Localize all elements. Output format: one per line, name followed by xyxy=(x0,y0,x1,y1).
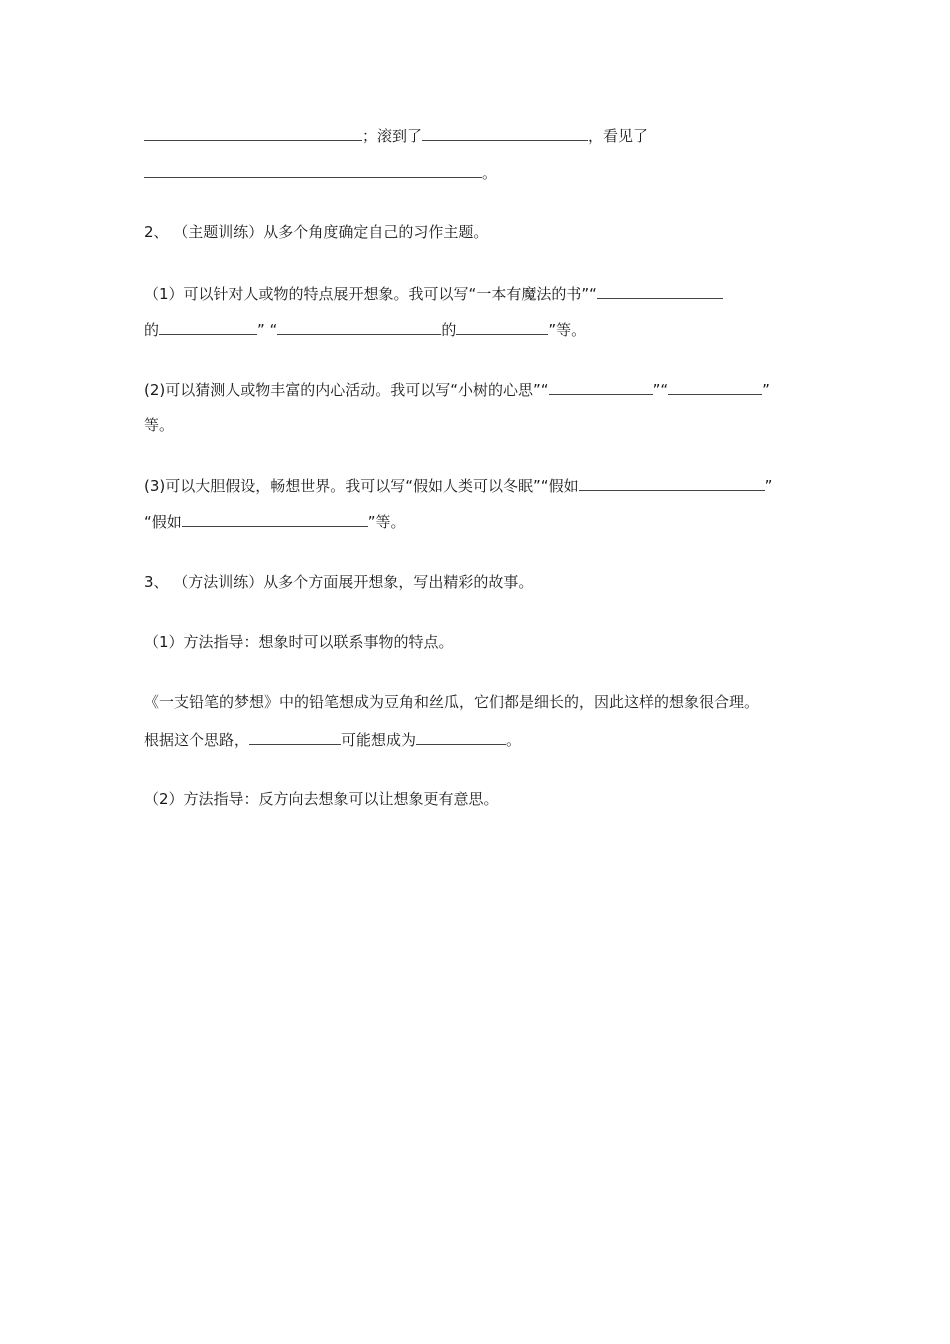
answer-blank[interactable] xyxy=(549,379,653,395)
q2-item-3-wrap-end: ”等。 xyxy=(367,513,406,531)
fragment-line-1 xyxy=(144,125,648,146)
question-3-title: 3、 （方法训练）从多个方面展开想象，写出精彩的故事。 xyxy=(144,573,534,591)
answer-blank[interactable] xyxy=(597,283,723,299)
q2-item-1-line-2 xyxy=(144,319,586,340)
q2-item-2-intro: (2)可以猜测人或物丰富的内心活动。我可以写“小树的心思”“ xyxy=(144,381,549,399)
q2-item-2-end: ” xyxy=(762,381,770,399)
q2-item-1-de: 的 xyxy=(144,321,160,339)
fragment-period: 。 xyxy=(482,164,498,182)
answer-blank[interactable] xyxy=(182,511,368,527)
q2-item-2-line-1 xyxy=(144,379,770,400)
answer-blank[interactable] xyxy=(456,319,548,335)
q3-follow-up xyxy=(144,729,521,750)
q2-item-3-end: ” xyxy=(764,477,773,495)
answer-blank[interactable] xyxy=(277,319,441,335)
answer-blank[interactable] xyxy=(159,319,257,335)
fragment-text-saw: ，看见了 xyxy=(588,127,649,145)
q2-item-1-intro: （1）可以针对人或物的特点展开想象。我可以写“一本有魔法的书”“ xyxy=(144,285,597,303)
fragment-text-rolled: ；滚到了 xyxy=(362,127,423,145)
answer-blank[interactable] xyxy=(416,729,506,745)
answer-blank[interactable] xyxy=(144,162,482,178)
q2-item-1-mid: ” “ xyxy=(257,321,278,339)
q3-follow-end: 。 xyxy=(506,731,522,749)
q3-follow-mid: 可能想成为 xyxy=(341,731,417,749)
q3-example: 《一支铅笔的梦想》中的铅笔想成为豆角和丝瓜，它们都是细长的，因此这样的想象很合理。 xyxy=(144,693,760,711)
q2-item-2-line-2: 等。 xyxy=(144,416,175,434)
answer-blank[interactable] xyxy=(249,729,341,745)
q2-item-2-mid: ”“ xyxy=(652,381,669,399)
q3-follow-start: 根据这个思路， xyxy=(144,731,250,749)
q2-item-3-wrap-start: “假如 xyxy=(144,513,182,531)
question-2-title: 2、 （主题训练）从多个角度确定自己的习作主题。 xyxy=(144,223,489,241)
q2-item-1-de: 的 xyxy=(441,321,457,339)
answer-blank[interactable] xyxy=(422,125,588,141)
fragment-line-2 xyxy=(144,162,497,183)
answer-blank[interactable] xyxy=(579,475,765,491)
q3-method-1: （1）方法指导：想象时可以联系事物的特点。 xyxy=(144,633,454,651)
q2-item-3-line-1 xyxy=(144,475,772,496)
answer-blank[interactable] xyxy=(668,379,762,395)
q2-item-3-intro: (3)可以大胆假设，畅想世界。我可以写“假如人类可以冬眠”“假如 xyxy=(144,477,579,495)
answer-blank[interactable] xyxy=(144,125,362,141)
q3-method-2: （2）方法指导：反方向去想象可以让想象更有意思。 xyxy=(144,790,499,808)
q2-item-3-line-2 xyxy=(144,511,406,532)
q2-item-1-line-1 xyxy=(144,283,723,304)
q2-item-1-end: ”等。 xyxy=(548,321,587,339)
